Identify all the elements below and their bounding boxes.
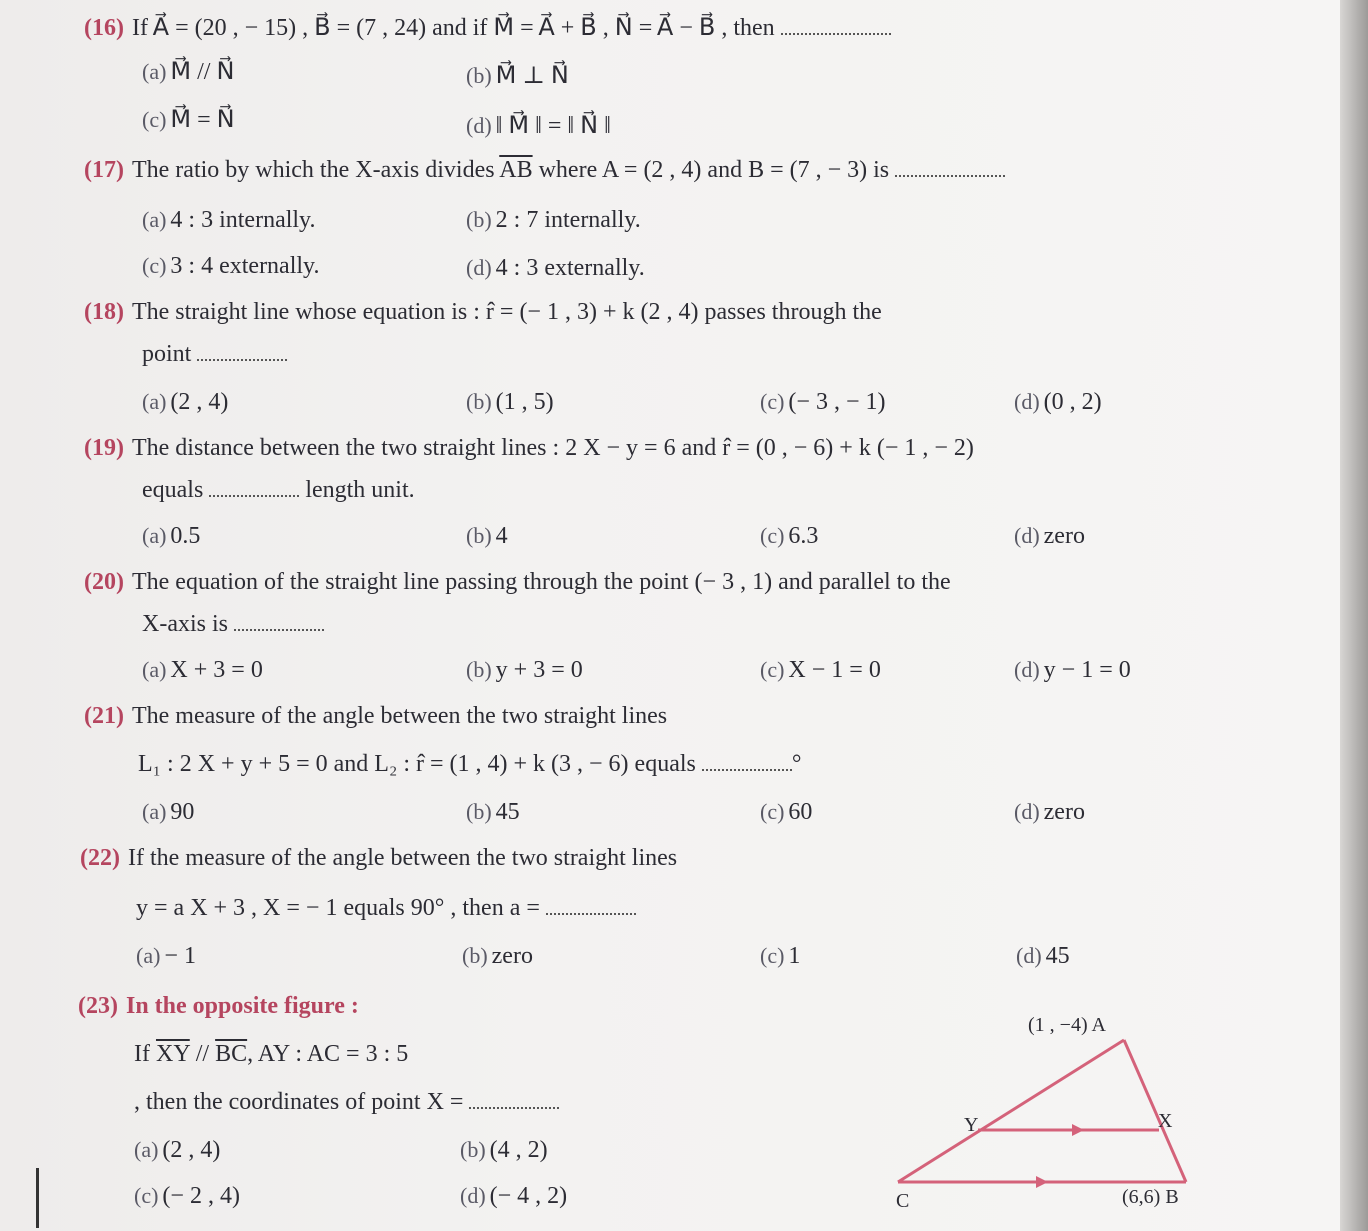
option-text: (0 , 2) bbox=[1043, 389, 1102, 415]
arrow-bc bbox=[1036, 1176, 1048, 1188]
option-label: (b) bbox=[466, 523, 492, 548]
q17-option-a[interactable] bbox=[142, 206, 316, 234]
q22-option-b[interactable] bbox=[462, 942, 533, 970]
option-label: (d) bbox=[1014, 523, 1040, 548]
option-label: (c) bbox=[134, 1183, 159, 1208]
option-text: (− 2 , 4) bbox=[162, 1183, 240, 1209]
q22-option-c[interactable] bbox=[760, 942, 800, 970]
q19-stem-line2 bbox=[142, 476, 415, 504]
q23-question bbox=[134, 1088, 559, 1116]
q21-option-b[interactable] bbox=[466, 798, 520, 826]
q23-if: If bbox=[134, 1041, 150, 1067]
option-text: 45 bbox=[1045, 943, 1070, 969]
q17-option-b[interactable] bbox=[466, 206, 641, 234]
q23-segment-bc: $\overline{BC}$ bbox=[215, 1041, 248, 1067]
q19-option-b[interactable] bbox=[466, 522, 508, 550]
q17-stem-post: where A = (2 , 4) and B = (7 , − 3) is bbox=[538, 157, 890, 183]
option-text: M⃗ // N⃗ bbox=[170, 59, 235, 85]
option-label: (c) bbox=[142, 253, 167, 278]
q23-condition bbox=[134, 1040, 408, 1068]
option-text: M⃗ = N⃗ bbox=[170, 107, 235, 133]
option-label: (b) bbox=[466, 207, 492, 232]
option-label: (d) bbox=[1014, 657, 1040, 682]
q23-heading: In the opposite figure : bbox=[125, 993, 359, 1019]
q23-segment-xy: $\overline{XY}$ bbox=[155, 1041, 190, 1067]
side-ab bbox=[1124, 1040, 1186, 1182]
q18-stem-line2 bbox=[142, 340, 287, 368]
q21-degree: ° bbox=[791, 751, 802, 777]
q18-option-d[interactable] bbox=[1014, 388, 1102, 416]
q17-number: (17) bbox=[84, 157, 124, 183]
option-text: X + 3 = 0 bbox=[170, 657, 263, 683]
option-label: (c) bbox=[760, 389, 785, 414]
q22-option-d[interactable] bbox=[1016, 942, 1070, 970]
q17-option-c[interactable] bbox=[142, 252, 319, 280]
option-label: (a) bbox=[142, 59, 167, 84]
page-edge bbox=[1340, 0, 1368, 1231]
option-label: (d) bbox=[466, 113, 492, 138]
q23-option-b[interactable] bbox=[460, 1136, 548, 1164]
option-label: (b) bbox=[466, 389, 492, 414]
q16-option-a[interactable] bbox=[142, 58, 234, 86]
q23-number: (23) bbox=[78, 993, 118, 1019]
option-label: (b) bbox=[460, 1137, 486, 1162]
option-text: 4 bbox=[495, 523, 508, 549]
side-ac bbox=[898, 1040, 1124, 1182]
arrow-xy bbox=[1072, 1124, 1084, 1136]
option-label: (a) bbox=[142, 657, 167, 682]
option-label: (b) bbox=[466, 63, 492, 88]
option-label: (a) bbox=[134, 1137, 159, 1162]
option-text: 4 : 3 internally. bbox=[170, 207, 316, 233]
q21-blank bbox=[702, 751, 792, 771]
q21-stem-text: The measure of the angle between the two straight lines bbox=[131, 703, 668, 729]
q21-stem-text2: L₁ : 2 X + y + 5 = 0 and L₂ : r̂ = (1 , 4) + k (3 , − 6) equals bbox=[138, 751, 696, 777]
label-point-c: C bbox=[896, 1190, 910, 1212]
option-label: (c) bbox=[142, 107, 167, 132]
option-text: 45 bbox=[495, 799, 520, 825]
q17-segment: $\overline{AB}$ bbox=[499, 157, 533, 183]
q21-number: (21) bbox=[84, 703, 124, 729]
option-text: 0.5 bbox=[170, 523, 201, 549]
q23-parallel: // bbox=[195, 1041, 210, 1067]
q21-option-c[interactable] bbox=[760, 798, 812, 826]
q23-stem-text3: , then the coordinates of point X = bbox=[134, 1089, 464, 1115]
option-label: (c) bbox=[760, 657, 785, 682]
option-text: 6.3 bbox=[788, 523, 819, 549]
q20-stem-text: The equation of the straight line passing through the point (− 3 , 1) and parallel to the bbox=[131, 569, 951, 595]
option-text: (4 , 2) bbox=[489, 1137, 548, 1163]
q19-stem-text: The distance between the two straight lines : 2 X − y = 6 and r̂ = (0 , − 6) + k (− 1 , − 2) bbox=[131, 435, 974, 461]
option-label: (a) bbox=[142, 389, 167, 414]
q16-stem bbox=[84, 14, 891, 42]
option-text: − 1 bbox=[164, 943, 196, 969]
option-text: y − 1 = 0 bbox=[1043, 657, 1131, 683]
q19-option-c[interactable] bbox=[760, 522, 818, 550]
q16-option-c[interactable] bbox=[142, 106, 235, 134]
q20-blank bbox=[234, 611, 324, 631]
q19-stem-pre: equals bbox=[142, 477, 204, 503]
q18-option-c[interactable] bbox=[760, 388, 885, 416]
label-point-b: (6,6) B bbox=[1122, 1186, 1179, 1208]
q16-stem-text: If A⃗ = (20 , − 15) , B⃗ = (7 , 24) and if M⃗ = A⃗ + B⃗ , N⃗ = A⃗ − B⃗ , then bbox=[131, 15, 775, 41]
q19-blank bbox=[209, 477, 299, 497]
label-point-a: (1 , −4) A bbox=[1028, 1014, 1106, 1036]
q19-stem bbox=[84, 434, 974, 462]
q20-option-c[interactable] bbox=[760, 656, 881, 684]
q20-stem-text2: X-axis is bbox=[142, 611, 228, 637]
option-label: (a) bbox=[142, 207, 167, 232]
q17-stem bbox=[84, 156, 1005, 184]
q20-option-a[interactable] bbox=[142, 656, 263, 684]
option-label: (d) bbox=[1016, 943, 1042, 968]
q21-stem-line2 bbox=[138, 750, 801, 778]
q20-stem bbox=[84, 568, 951, 596]
q22-blank bbox=[546, 895, 636, 915]
q19-option-d[interactable] bbox=[1014, 522, 1085, 550]
q23-option-d[interactable] bbox=[460, 1182, 567, 1210]
q17-stem-pre: The ratio by which the X-axis divides bbox=[131, 157, 495, 183]
option-text: ‖ M⃗ ‖ = ‖ N⃗ ‖ bbox=[495, 113, 611, 139]
q22-stem-line2 bbox=[136, 894, 636, 922]
q16-number: (16) bbox=[84, 15, 124, 41]
option-label: (a) bbox=[142, 799, 167, 824]
q18-stem bbox=[84, 298, 882, 326]
q18-stem-text: The straight line whose equation is : r̂ = (− 1 , 3) + k (2 , 4) passes through the bbox=[131, 299, 882, 325]
q20-stem-line2 bbox=[142, 610, 324, 638]
label-point-y: Y bbox=[964, 1114, 979, 1136]
q18-blank bbox=[197, 341, 287, 361]
option-text: y + 3 = 0 bbox=[495, 657, 583, 683]
q18-option-b[interactable] bbox=[466, 388, 554, 416]
option-label: (d) bbox=[1014, 389, 1040, 414]
option-label: (a) bbox=[142, 523, 167, 548]
q19-stem-post: length unit. bbox=[305, 477, 415, 503]
q21-option-d[interactable] bbox=[1014, 798, 1085, 826]
option-text: 2 : 7 internally. bbox=[495, 207, 641, 233]
q22-option-a[interactable] bbox=[136, 942, 196, 970]
q18-stem-text2: point bbox=[142, 341, 192, 367]
q22-stem-text: If the measure of the angle between the two straight lines bbox=[127, 845, 678, 871]
q22-stem bbox=[80, 844, 677, 872]
option-text: zero bbox=[1043, 799, 1085, 825]
option-label: (d) bbox=[1014, 799, 1040, 824]
q20-number: (20) bbox=[84, 569, 124, 595]
q19-option-a[interactable] bbox=[142, 522, 200, 550]
q20-option-b[interactable] bbox=[466, 656, 583, 684]
q23-stem bbox=[78, 992, 359, 1020]
option-label: (c) bbox=[760, 943, 785, 968]
q16-option-b[interactable] bbox=[466, 62, 569, 90]
q18-number: (18) bbox=[84, 299, 124, 325]
q23-option-a[interactable] bbox=[134, 1136, 220, 1164]
q19-number: (19) bbox=[84, 435, 124, 461]
option-text: 1 bbox=[788, 943, 801, 969]
option-text: (2 , 4) bbox=[162, 1137, 221, 1163]
option-text: 3 : 4 externally. bbox=[170, 253, 320, 279]
q16-blank bbox=[781, 15, 891, 35]
option-label: (b) bbox=[462, 943, 488, 968]
q23-option-c[interactable] bbox=[134, 1182, 240, 1210]
q17-option-d[interactable] bbox=[466, 254, 645, 282]
option-label: (d) bbox=[460, 1183, 486, 1208]
q22-stem-text2: y = a X + 3 , X = − 1 equals 90° , then a = bbox=[136, 895, 540, 921]
option-label: (d) bbox=[466, 255, 492, 280]
option-text: (− 3 , − 1) bbox=[788, 389, 886, 415]
option-text: (1 , 5) bbox=[495, 389, 554, 415]
option-label: (c) bbox=[760, 523, 785, 548]
q17-blank bbox=[895, 157, 1005, 177]
option-text: (− 4 , 2) bbox=[489, 1183, 568, 1209]
option-text: zero bbox=[491, 943, 533, 969]
label-point-x: X bbox=[1158, 1110, 1173, 1132]
option-label: (b) bbox=[466, 657, 492, 682]
option-label: (b) bbox=[466, 799, 492, 824]
q20-option-d[interactable] bbox=[1014, 656, 1131, 684]
q23-ratio: , AY : AC = 3 : 5 bbox=[247, 1041, 409, 1067]
option-text: (2 , 4) bbox=[170, 389, 229, 415]
option-text: X − 1 = 0 bbox=[788, 657, 881, 683]
q21-stem bbox=[84, 702, 667, 730]
option-text: M⃗ ⊥ N⃗ bbox=[495, 63, 569, 89]
q22-number: (22) bbox=[80, 845, 120, 871]
q23-blank bbox=[469, 1089, 559, 1109]
margin-mark bbox=[36, 1168, 39, 1228]
option-text: 4 : 3 externally. bbox=[495, 255, 645, 281]
q21-option-a[interactable] bbox=[142, 798, 194, 826]
option-text: 90 bbox=[170, 799, 195, 825]
option-text: 60 bbox=[788, 799, 813, 825]
option-label: (a) bbox=[136, 943, 161, 968]
q18-option-a[interactable] bbox=[142, 388, 228, 416]
option-label: (c) bbox=[760, 799, 785, 824]
q16-option-d[interactable] bbox=[466, 112, 611, 140]
option-text: zero bbox=[1043, 523, 1085, 549]
